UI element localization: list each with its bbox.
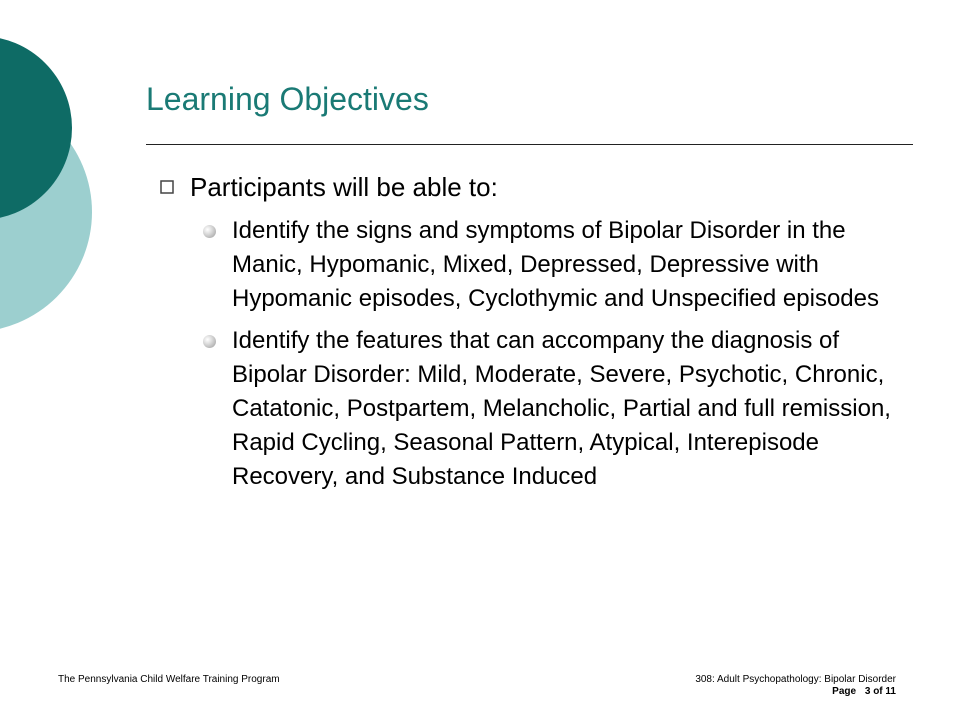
page-current: 3 [864,686,871,697]
round-bullet-icon [203,335,216,348]
footer-course-title: 308: Adult Psychopathology: Bipolar Disorder [695,674,896,685]
list-item [160,324,900,494]
page-label: Page [832,686,857,697]
footer-course [695,674,896,698]
slide-title: Learning Objectives [146,81,429,117]
sub-bullet-list [160,214,900,494]
decorative-circles [0,0,120,400]
square-bullet-icon [160,180,174,194]
round-bullet-icon [203,225,216,238]
page-of: of [873,686,883,697]
main-bullet-text: Participants will be able to: [190,172,498,202]
title-divider [146,144,913,145]
slide-content [160,168,900,502]
page-total: 11 [885,686,896,697]
page-indicator [695,686,896,698]
footer-organization: The Pennsylvania Child Welfare Training Program [58,674,280,685]
main-bullet [160,168,900,206]
list-item-text: Identify the signs and symptoms of Bipolar Disorder in the Manic, Hypomanic, Mixed, Depressed, Depressive with Hypomanic episodes, Cyclothymic and Unspecified episodes [232,217,879,312]
list-item-text: Identify the features that can accompany the diagnosis of Bipolar Disorder: Mild, Moderate, Severe, Psychotic, Chronic, Catatonic, Postpartem, Melancholic, Partial and full remission, Rapid Cycling, Seasonal Pattern, Atypical, Interepisode Recovery, and Substance Induced [232,327,891,490]
list-item [160,214,900,316]
